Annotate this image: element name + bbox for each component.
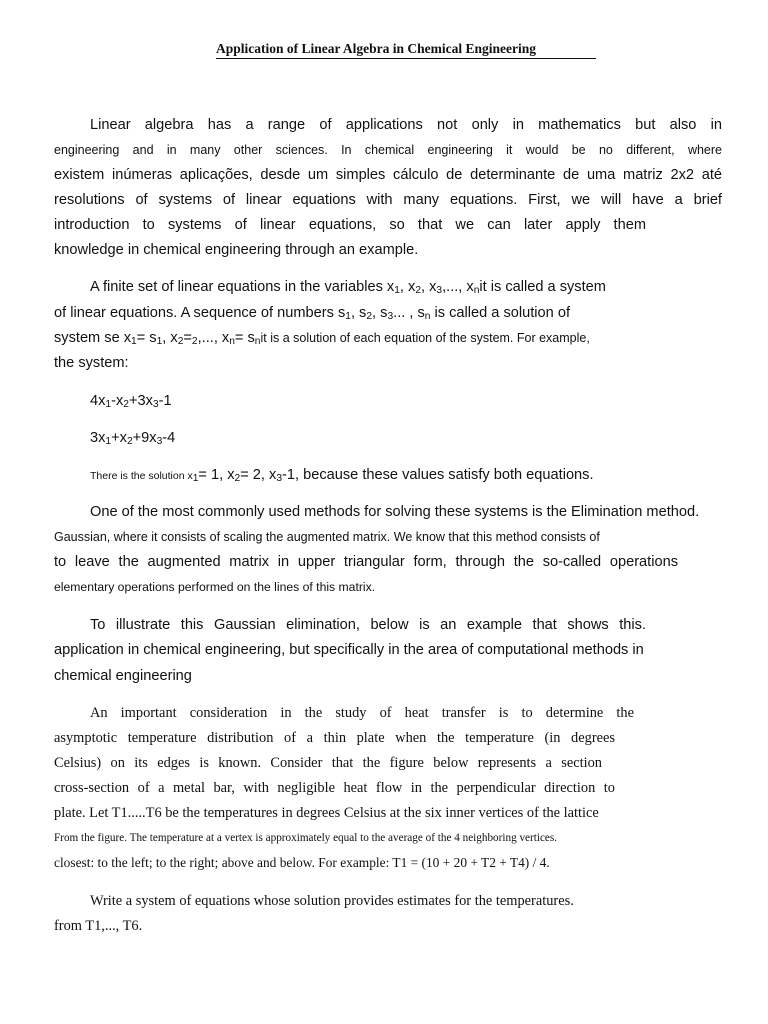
paragraph-4-line-2: application in chemical engineering, but specifically in the area of computational methods in: [54, 642, 644, 658]
paragraph-5-line-6: From the figure. The temperature at a vertex is approximately equal to the average of the 4 neighboring vertices.: [54, 832, 558, 844]
paragraph-5-line-4: cross-section of a metal bar, with negligible heat flow in the perpendicular direction to: [54, 780, 615, 796]
paragraph-6-line-2: from T1,..., T6.: [54, 918, 143, 934]
equation-2: $3x_1+x_2+9x_3-4$: [90, 430, 176, 447]
paragraph-4-line-3: chemical engineering: [54, 668, 192, 684]
paragraph-2-line-4: the system:: [54, 355, 129, 371]
document-title: Application of Linear Algebra in Chemical Engineering: [216, 40, 596, 59]
solution-line: There is the solution $x_1= 1$, $x_2= 2$, $x_3-1$, because these values satisfy both equations.: [90, 467, 594, 484]
paragraph-5-line-5: plate. Let T1.....T6 be the temperatures in degrees Celsius at the six inner vertices of the lattice: [54, 805, 599, 821]
paragraph-1-line-1: Linear algebra has a range of applications not only in mathematics but also in: [90, 117, 722, 133]
paragraph-3-line-1: One of the most commonly used methods for solving these systems is the Elimination method.: [90, 504, 700, 520]
paragraph-2-line-2: of linear equations. A sequence of numbers $s_1$, $s_2$, $s_3$... , $s_n$ is called a solution of: [54, 305, 570, 322]
paragraph-1-line-6: knowledge in chemical engineering through an example.: [54, 242, 419, 258]
paragraph-3-line-4: elementary operations performed on the lines of this matrix.: [54, 580, 376, 594]
paragraph-3-line-2: Gaussian, where it consists of scaling the augmented matrix. We know that this method consists of: [54, 530, 600, 544]
paragraph-5-line-7: closest: to the left; to the right; above and below. For example: T1 = (10 + 20 + T2 + T4) / 4.: [54, 855, 550, 870]
paragraph-5-line-2: asymptotic temperature distribution of a thin plate when the temperature (in degrees: [54, 730, 615, 746]
paragraph-5-line-1: An important consideration in the study of heat transfer is to determine the: [90, 705, 634, 721]
paragraph-2-line-1: A finite set of linear equations in the variables $x_1$, $x_2$, $x_3$,..., $x_nit$ is called a system: [90, 279, 606, 296]
paragraph-1-line-3: existem inúmeras aplicações, desde um simples cálculo de determinante de uma matriz 2x2 até: [54, 167, 722, 183]
paragraph-1-line-2: engineering and in many other sciences. In chemical engineering it would be no different, where: [54, 143, 722, 157]
paragraph-5-line-3: Celsius) on its edges is known. Consider that the figure below represents a section: [54, 755, 602, 771]
paragraph-2-line-3: system se $x_1= s_1$, $x_2=_2$,..., $x_n= s_nit$ is a solution of each equation of the system. For example,: [54, 330, 590, 347]
paragraph-3-line-3: to leave the augmented matrix in upper triangular form, through the so-called operations: [54, 554, 678, 570]
paragraph-4-line-1: To illustrate this Gaussian elimination, below is an example that shows this.: [90, 617, 646, 633]
paragraph-1-line-5: introduction to systems of linear equations, so that we can later apply them: [54, 217, 646, 233]
equation-1: $4x_1-x_2+3x_3-1$: [90, 393, 172, 410]
paragraph-1-line-4: resolutions of systems of linear equations with many equations. First, we will have a brief: [54, 192, 722, 208]
paragraph-6-line-1: Write a system of equations whose solution provides estimates for the temperatures.: [90, 893, 574, 909]
